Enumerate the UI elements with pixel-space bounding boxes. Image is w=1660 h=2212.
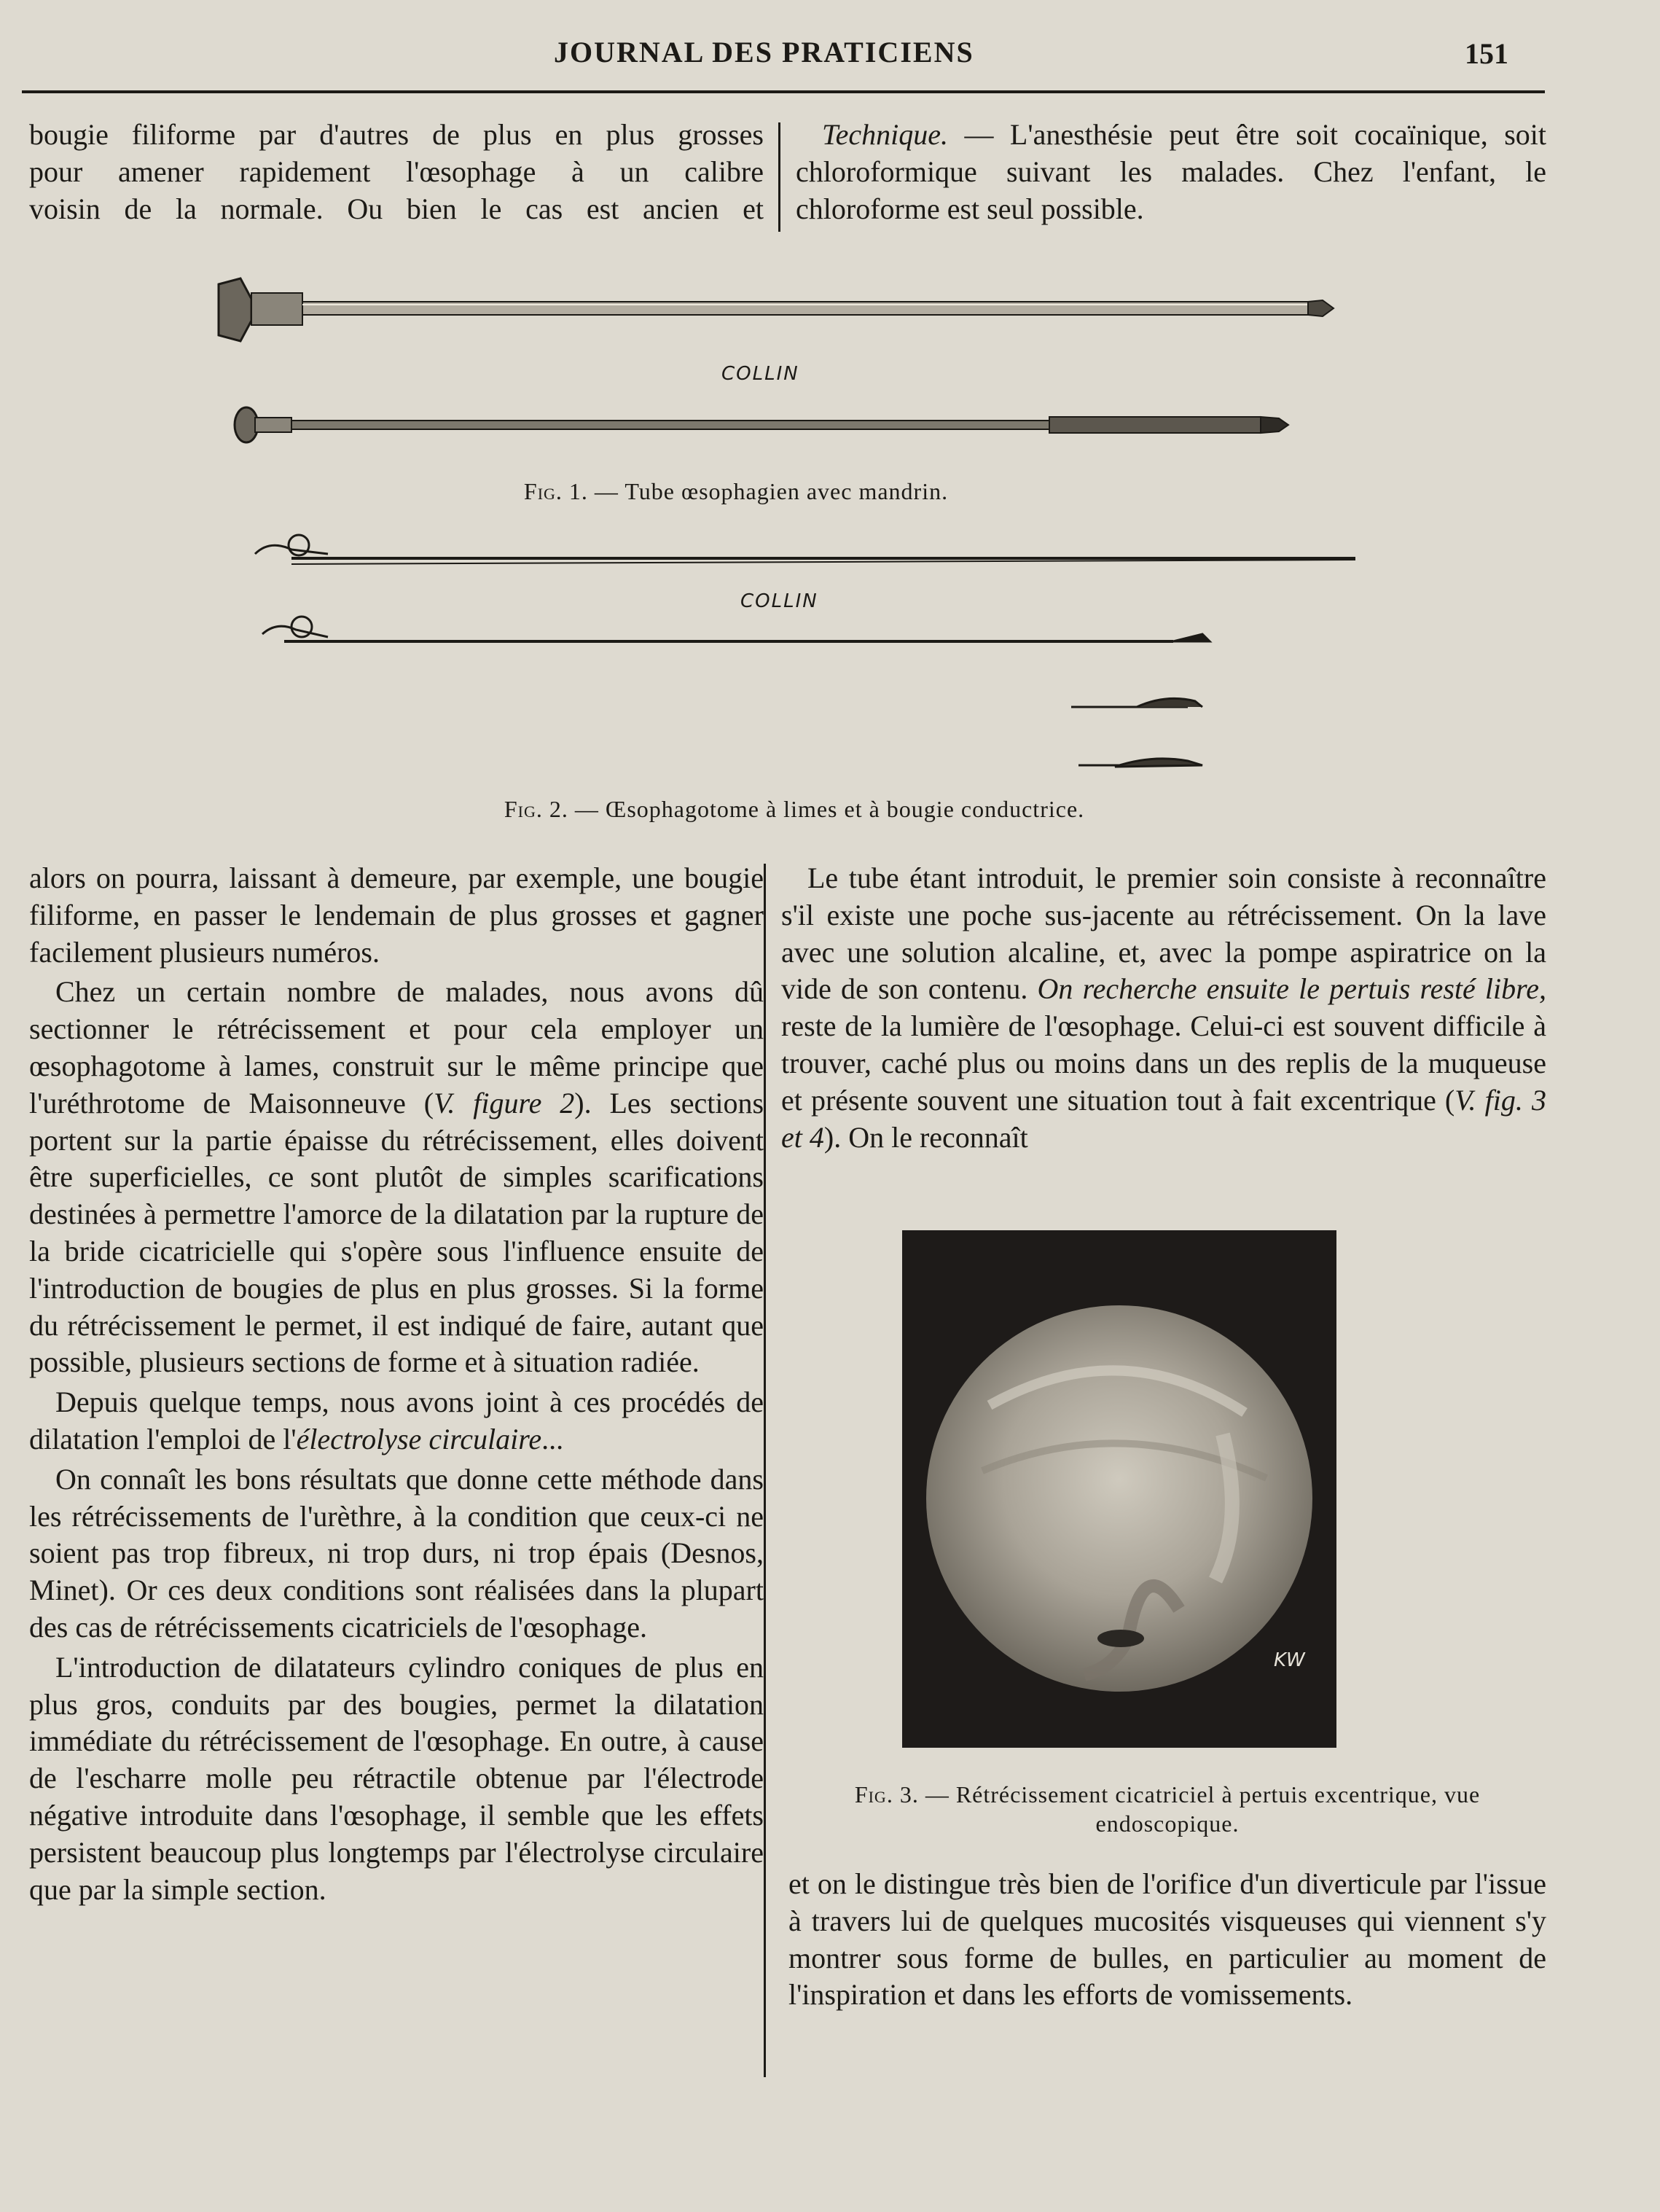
- fig1-lower-sleeve: [1049, 417, 1261, 433]
- technique-label: Technique.: [822, 118, 948, 151]
- fig2-oesophagotome-illustration: [240, 532, 1377, 780]
- fig1-upper-shaft: [302, 302, 1308, 315]
- figure-3-4-reference: V. fig. 3 et 4: [781, 1083, 1546, 1154]
- left-main-column: [29, 860, 764, 1908]
- right-lower-column: [788, 1866, 1546, 2014]
- fig3-caption: [788, 1780, 1546, 1838]
- fig1-upper-tip: [1308, 300, 1334, 316]
- left-p3-part-b: ...: [541, 1422, 564, 1455]
- left-top-line-3: voisin de la normale. Ou bien le cas est ancien et: [29, 192, 764, 225]
- fig2-maker-mark: COLLIN: [740, 590, 818, 612]
- fig1-caption: [408, 478, 1064, 505]
- pertuis-emphasis: On recherche ensuite le pertuis resté libre,: [1037, 972, 1546, 1006]
- fig3-caption-prefix: Fig. 3.: [854, 1781, 919, 1807]
- left-top-line-1: bougie filiforme par d'autres de plus en plus grosses: [29, 118, 764, 151]
- right-p1-part-c: ). On le reconnaît: [823, 1120, 1028, 1154]
- page-number: 151: [1465, 37, 1508, 70]
- fig3-caption-text: — Rétrécissement cicatriciel à pertuis excentrique, vue endoscopique.: [918, 1781, 1481, 1837]
- left-top-line-2: pour amener rapidement l'œsophage à un calibre: [29, 155, 764, 188]
- column-divider-main: [764, 864, 766, 2077]
- right-p1-part-b: reste de la lumière de l'œsophage. Celui-ci est souvent difficile à trouver, caché plus ou moins dans un des replis de la muqueuse et présente souvent une situation tout à fait excentrique (: [781, 1009, 1546, 1117]
- fig1-caption-prefix: Fig. 1.: [523, 478, 588, 504]
- fig1-upper-handle: [219, 278, 251, 341]
- fig1-lower-tip: [1261, 417, 1288, 433]
- left-p2-part-b: ). Les sections portent sur la partie épaisse du rétrécissement, elles doivent être superficielles, ce sont plutôt de simples scarifications destinées à permettre l'amorce de la dilatation par la rupture de la bride cicatricielle qui s'opère sous l'influence ensuite de l'introduction de bougies de plus en plus grosses. Si la forme du rétrécissement le permet, il est indiqué de faire, autant que possible, plusieurs sections de forme et à situation radiée.: [29, 1086, 764, 1379]
- left-p2-part-a: Chez un certain nombre de malades, nous avons dû sectionner le rétrécissement et pour cela employer un œsophagotome à lames, construit sur le même principe que l'uréthrotome de Maisonneuve (: [29, 975, 764, 1119]
- left-paragraph-5: L'introduction de dilatateurs cylindro coniques de plus en plus gros, conduits par des bougies, permet la dilatation immédiate du rétrécissement de l'œsophage. En outre, à cause de l'escharre molle peu rétractile obtenue par l'électrode négative introduite dans l'œsophage, il semble que les effets persistent beaucoup plus longtemps par l'électrolyse circulaire que par la simple section.: [29, 1650, 764, 1906]
- left-top-column: [29, 117, 764, 227]
- right-paragraph-2: et on le distingue très bien de l'orifice d'un diverticule par l'issue à travers lui de quelques mucosités visqueuses qui viennent s'y montrer sous forme de bulles, en particulier au moment de l'inspiration et dans les efforts de vomissements.: [788, 1867, 1546, 2012]
- left-paragraph-1: alors on pourra, laissant à demeure, par exemple, une bougie filiforme, en passer le lendemain de plus grosses et gagner facilement plusieurs numéros.: [29, 861, 764, 969]
- left-paragraph-2: [29, 974, 764, 1381]
- fig3-pertuis-opening: [1097, 1630, 1144, 1647]
- fig3-endoscopic-image: [902, 1230, 1336, 1748]
- right-top-column: [796, 117, 1546, 227]
- fig2-blade-detail-2: [1115, 759, 1202, 767]
- fig2-lower-ring: [291, 617, 312, 637]
- left-paragraph-3: [29, 1384, 764, 1458]
- right-paragraph-1: [781, 860, 1546, 1156]
- header-rule: [22, 90, 1545, 93]
- left-paragraph-4: On connaît les bons résultats que donne cette méthode dans les rétrécissements de l'urèthre, à la condition que ceux-ci ne soient pas trop fibreux, ni trop durs, ni trop épais (Desnos, Minet). Or ces deux conditions sont réalisées dans la plupart des cas de rétrécissements cicatriciels de l'œsophage.: [29, 1462, 764, 1644]
- right-p1-part-a: Le tube étant introduit, le premier soin consiste à reconnaître s'il existe une poche sus-jacente au rétrécissement. On la lave avec une solution alcaline, et, avec la pompe aspiratrice on la vide de son contenu.: [781, 861, 1546, 1006]
- fig1-upper-collar: [251, 293, 302, 325]
- technique-text: — L'anesthésie peut être soit cocaïnique, soit chloroformique suivant les malades. Chez l'enfant, le chloroforme est seul possible.: [796, 118, 1546, 225]
- fig1-tube-with-stylet-illustration: [211, 262, 1348, 452]
- fig3-endoscopic-photo: [902, 1230, 1336, 1748]
- figure-2-reference: V. figure 2: [434, 1086, 575, 1119]
- technique-paragraph: [796, 117, 1546, 227]
- left-p3-part-a: Depuis quelque temps, nous avons joint à ces procédés de dilatation l'emploi de l': [29, 1386, 764, 1455]
- electrolyse-circulaire-term: électrolyse circulaire: [296, 1422, 542, 1455]
- fig1-caption-text: — Tube œsophagien avec mandrin.: [587, 478, 949, 504]
- fig2-blade-detail-1: [1137, 698, 1202, 707]
- fig2-caption-prefix: Fig. 2.: [504, 796, 568, 822]
- right-main-column: [781, 860, 1546, 1156]
- fig1-maker-mark: COLLIN: [721, 363, 799, 385]
- column-divider-top: [778, 122, 780, 232]
- fig2-caption: [321, 796, 1268, 823]
- fig2-caption-text: — Œsophagotome à limes et à bougie conductrice.: [568, 796, 1085, 822]
- fig3-signature: KW: [1274, 1649, 1305, 1671]
- running-header-title: JOURNAL DES PRATICIENS: [554, 36, 974, 69]
- fig2-lower-blade: [1173, 634, 1210, 641]
